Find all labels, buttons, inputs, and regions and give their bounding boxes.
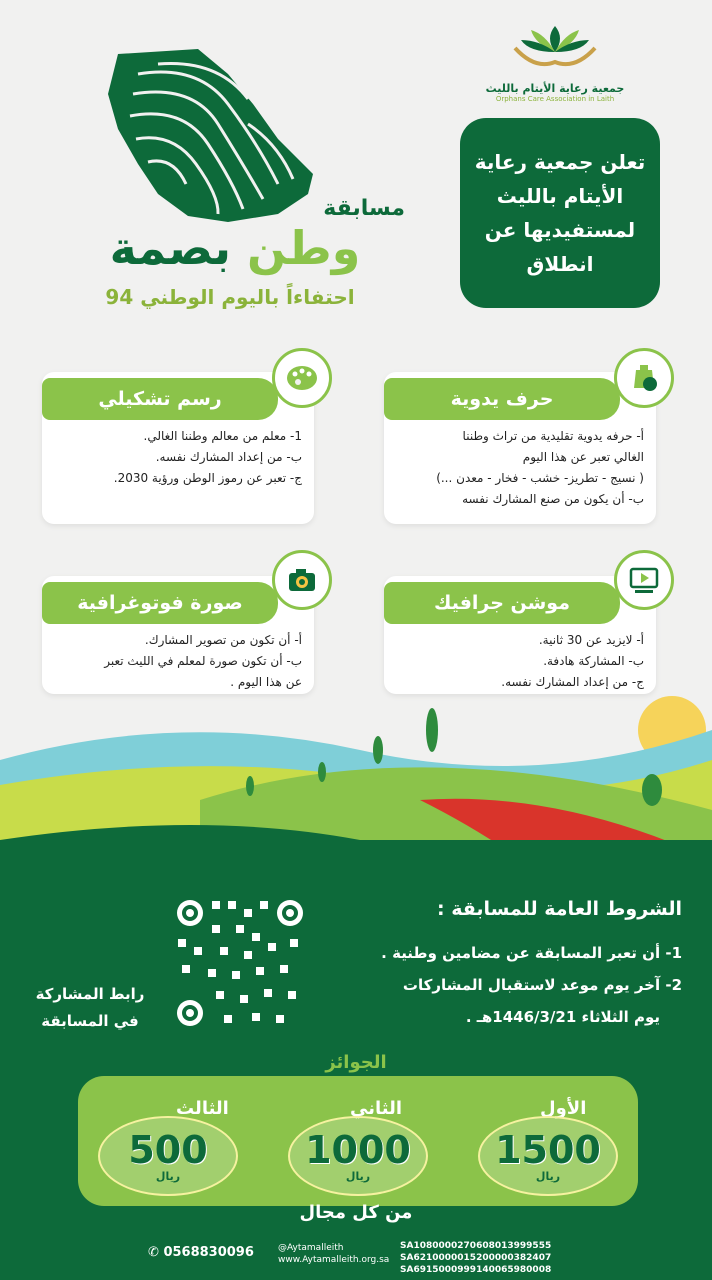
list-item: أ- لايزيد عن 30 ثانية. — [538, 633, 644, 647]
qr-code[interactable] — [172, 895, 308, 1031]
prizes-per-field: من كل مجال — [299, 1202, 413, 1223]
qr-label-line1: رابط المشاركة — [35, 985, 145, 1003]
iban-item: SA6210000015200000382407 — [400, 1253, 552, 1263]
logo-name-en: Orphans Care Association in Laith — [495, 95, 615, 103]
association-logo — [480, 18, 630, 108]
qr-label-line2: في المسابقة — [41, 1012, 139, 1030]
list-item: أ- حرفه يدوية تقليدية من تراث وطننا — [462, 429, 644, 443]
footer-ibans — [400, 1240, 700, 1276]
prize-currency-second: ريال — [345, 1169, 371, 1183]
website-link[interactable]: www.Aytamalleith.org.sa — [278, 1255, 390, 1265]
list-item: ب- أن يكون من صنع المشارك نفسه — [462, 492, 644, 506]
prize-third — [98, 1116, 238, 1196]
list-item: ج- تعبر عن رموز الوطن ورؤية 2030. — [113, 471, 302, 485]
category-body-photo — [54, 630, 302, 693]
footer-phone[interactable] — [148, 1245, 268, 1260]
contest-title — [70, 220, 400, 276]
list-item: أ- أن تكون من تصوير المشارك. — [144, 633, 302, 647]
prize-label-first: الأول — [540, 1098, 587, 1119]
category-title-drawing: رسم تشكيلي — [42, 378, 278, 420]
handicraft-icon — [614, 348, 674, 408]
list-item: ب- من إعداد المشارك نفسه. — [155, 450, 302, 464]
prize-amount-third: 500 — [128, 1127, 208, 1172]
whatsapp-icon: ✆ — [148, 1245, 159, 1260]
category-title-motion: موشن جرافيك — [384, 582, 620, 624]
category-title-photo: صورة فوتوغرافية — [42, 582, 278, 624]
term-item: يوم الثلاثاء 1446/3/21هـ . — [465, 1008, 660, 1026]
prize-second — [288, 1116, 428, 1196]
contest-title-part2: وطن — [247, 221, 361, 275]
saudi-map-fingerprint-graphic — [78, 44, 338, 234]
list-item: عن هذا اليوم . — [230, 675, 302, 689]
prize-label-third: الثالث — [176, 1098, 229, 1119]
celebration-subtitle: احتفاءاً باليوم الوطني 94 — [105, 285, 355, 309]
category-card-handicraft — [384, 372, 656, 524]
contest-title-part1: بصمة — [109, 221, 231, 275]
prize-first — [478, 1116, 618, 1196]
prize-currency-third: ريال — [155, 1169, 181, 1183]
list-item: 1- معلم من معالم وطننا الغالي. — [143, 429, 302, 443]
prize-amount-first: 1500 — [495, 1127, 601, 1172]
iban-item: SA1080000270608013999555 — [400, 1241, 552, 1251]
category-card-photo — [42, 576, 314, 694]
category-card-drawing — [42, 372, 314, 524]
prize-amount-second: 1000 — [305, 1127, 411, 1172]
phone-number: 0568830096 — [163, 1245, 254, 1260]
term-item: 1- أن تعبر المسابقة عن مضامين وطنية . — [381, 944, 682, 962]
announcement-box: تعلن جمعية رعاية الأيتام بالليث لمستفيديها عن انطلاق — [460, 118, 660, 308]
prize-currency-first: ريال — [535, 1169, 561, 1183]
category-body-motion — [396, 630, 644, 693]
list-item: ب- أن تكون صورة لمعلم في الليث تعبر — [104, 654, 302, 668]
category-card-motion — [384, 576, 656, 694]
category-title-handicraft: حرف يدوية — [384, 378, 620, 420]
list-item: ( نسيج - تطريز- خشب - فخار - معدن ...) — [436, 471, 644, 485]
prize-label-second: الثاني — [350, 1098, 403, 1119]
prizes-title: الجوائز — [325, 1052, 387, 1073]
prizes-panel — [78, 1076, 638, 1206]
term-item: 2- آخر يوم موعد لاستقبال المشاركات — [402, 976, 682, 994]
social-handle: @Aytamalleith — [278, 1243, 344, 1253]
camera-icon — [272, 550, 332, 610]
list-item: ج- من إعداد المشارك نفسه. — [501, 675, 644, 689]
footer-social[interactable] — [278, 1242, 398, 1266]
video-icon — [614, 550, 674, 610]
list-item: الغالي تعبر عن هذا اليوم — [522, 450, 644, 464]
logo-name-ar: جمعية رعاية الأيتام بالليث — [485, 82, 625, 95]
category-body-drawing — [54, 426, 302, 489]
lotus-hands-icon — [495, 18, 615, 76]
contest-label: مسابقة — [323, 196, 405, 221]
terms-title: الشروط العامة للمسابقة : — [436, 898, 682, 920]
category-body-handicraft — [396, 426, 644, 510]
list-item: ب- المشاركة هادفة. — [543, 654, 644, 668]
iban-item: SA6915000999140065980008 — [400, 1265, 552, 1275]
palette-icon — [272, 348, 332, 408]
